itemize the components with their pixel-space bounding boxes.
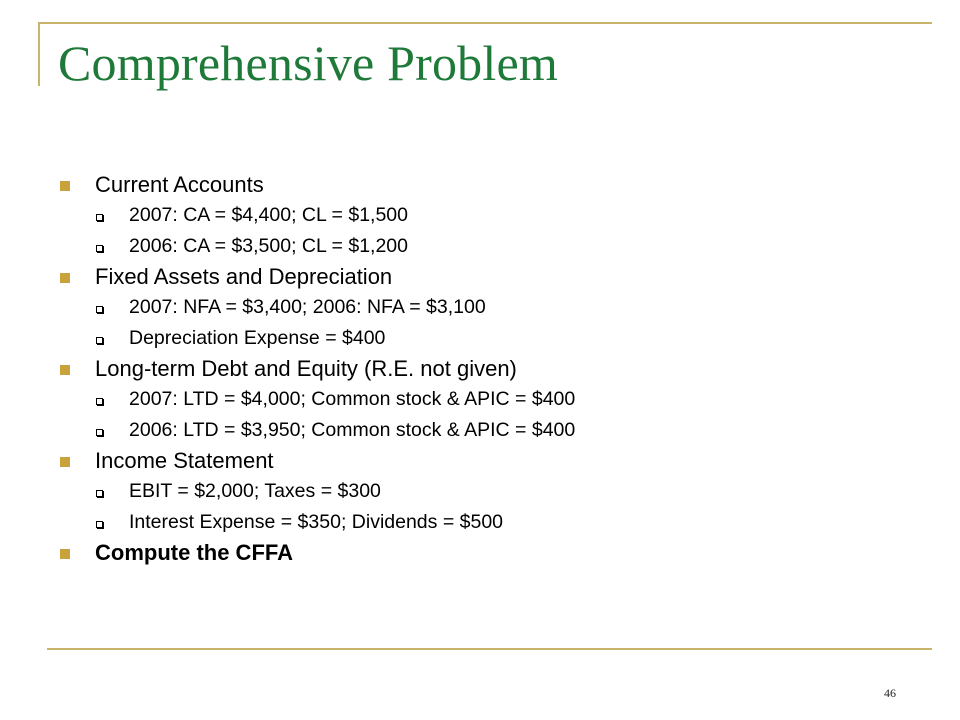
sub-bullet-text: Interest Expense = $350; Dividends = $500	[129, 511, 504, 533]
sub-bullet-text: EBIT = $2,000; Taxes = $300	[129, 480, 381, 502]
hollow-square-bullet-icon	[96, 214, 103, 221]
bullet-text: Compute the CFFA	[95, 540, 293, 565]
square-bullet-icon	[60, 549, 70, 559]
sub-bullet-depreciation	[60, 323, 920, 354]
sub-bullet-nfa	[60, 292, 920, 323]
hollow-square-bullet-icon	[96, 306, 103, 313]
bullet-text: Current Accounts	[95, 172, 264, 197]
slide-content	[60, 170, 920, 568]
bullet-text: Fixed Assets and Depreciation	[95, 264, 393, 289]
page-number: 46	[884, 686, 896, 700]
hollow-square-bullet-icon	[96, 245, 103, 252]
slide-title: Comprehensive Problem	[58, 35, 558, 91]
bullet-text: Income Statement	[95, 448, 274, 473]
bullet-debt-equity	[60, 354, 920, 384]
bullet-current-accounts	[60, 170, 920, 200]
sub-bullet-text: 2006: CA = $3,500; CL = $1,200	[129, 235, 408, 257]
hollow-square-bullet-icon	[96, 429, 103, 436]
frame-bottom-rule	[47, 648, 932, 650]
sub-bullet-2007-current	[60, 200, 920, 231]
square-bullet-icon	[60, 181, 70, 191]
square-bullet-icon	[60, 273, 70, 283]
sub-bullet-text: 2006: LTD = $3,950; Common stock & APIC = $400	[129, 419, 576, 441]
sub-bullet-text: 2007: CA = $4,400; CL = $1,500	[129, 204, 408, 226]
sub-bullet-2006-current	[60, 231, 920, 262]
sub-bullet-ebit-taxes	[60, 476, 920, 507]
hollow-square-bullet-icon	[96, 337, 103, 344]
square-bullet-icon	[60, 365, 70, 375]
square-bullet-icon	[60, 457, 70, 467]
sub-bullet-2007-ltd	[60, 384, 920, 415]
sub-bullet-2006-ltd	[60, 415, 920, 446]
bullet-compute-cffa	[60, 538, 920, 568]
hollow-square-bullet-icon	[96, 490, 103, 497]
hollow-square-bullet-icon	[96, 398, 103, 405]
frame-top-rule	[38, 22, 932, 24]
bullet-income-statement	[60, 446, 920, 476]
sub-bullet-interest-dividends	[60, 507, 920, 538]
sub-bullet-text: 2007: NFA = $3,400; 2006: NFA = $3,100	[129, 296, 486, 318]
sub-bullet-text: 2007: LTD = $4,000; Common stock & APIC = $400	[129, 388, 576, 410]
bullet-fixed-assets	[60, 262, 920, 292]
hollow-square-bullet-icon	[96, 521, 103, 528]
sub-bullet-text: Depreciation Expense = $400	[129, 327, 386, 349]
frame-left-rule	[38, 22, 40, 86]
bullet-text: Long-term Debt and Equity (R.E. not given)	[95, 356, 517, 381]
